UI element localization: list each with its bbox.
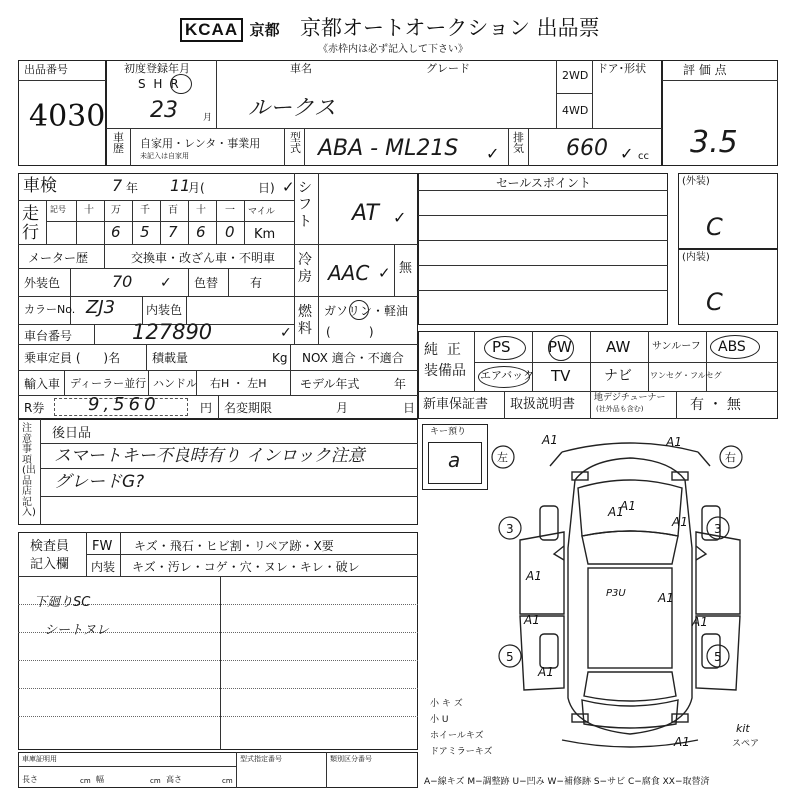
logo [180,18,280,42]
color-label: 外装色 [24,276,61,290]
damage-mark: A1 [672,515,688,529]
fuel-options: ガソリン・軽油 [324,304,409,318]
category-label: 類別区分番号 [330,755,372,763]
equip-navi: ナビ [604,368,632,384]
paint-value: 有 [250,276,263,290]
inspector-note-2: シートヌレ [44,623,110,638]
damage-mark: A1 [658,591,674,605]
designation-label: 型式指定番号 [240,755,282,763]
capacity-label: 乗車定員 ( )名 [24,351,121,365]
shift-value: AT [352,201,379,226]
equip-aw: AW [606,338,631,356]
inspection-check: ✓ [282,178,295,196]
fuel-label: 燃料 [298,304,312,337]
model-year-unit: 年 [394,377,407,391]
load-label: 積載量 [152,351,189,365]
exterior-grade: C [706,213,723,241]
mileage-digit-4: 0 [225,223,235,241]
equip-sunroof: サンルーフ [652,341,701,352]
aircon-check: ✓ [378,264,391,282]
inspection-month-unit: 月( [188,181,205,195]
car-damage-diagram [480,428,790,768]
aircon-none: 無 [399,261,413,276]
handle-label: ハンドル [153,377,197,390]
width-label: 幅 [96,775,104,784]
mileage-digit-2: 7 [168,223,178,241]
cert-label: 車庫証明用 [22,755,57,763]
mileage-digit-0: 6 [111,223,121,241]
chassis-check: ✓ [280,325,292,341]
left-side-label: 左 [497,451,508,464]
length-unit: cm [80,777,91,785]
spare-label: スペア [732,739,760,749]
aircon-label: 冷房 [298,252,312,285]
color-code-value: ZJ3 [86,297,116,318]
equip-pw: PW [548,338,572,356]
equipment-label-1: 純 正 [424,342,461,358]
equip-ps: PS [492,338,511,356]
tire-label-fl: 3 [506,522,514,536]
nox-label: NOX 適合・不適合 [302,351,404,365]
logo-mark: KCAA [180,18,243,42]
shift-label: シフト [298,180,312,230]
car-name-label: 車名 [290,62,312,75]
inspector-label-2: 記入欄 [30,557,70,572]
roof-mark: P3U [606,588,626,599]
mileage-header-1: 十 [84,205,94,216]
tuner-note: (社外品も含む) [596,405,644,413]
car-name-value: ルークス [248,96,336,121]
color-code-label: カラーNo. [24,303,76,316]
inspection-year: 7 [112,176,123,195]
door-label: ドア･形状 [597,62,647,75]
right-side-label: 右 [725,451,736,464]
damage-mark: A1 [526,569,542,583]
color-check: ✓ [160,275,172,291]
sales-point-box [418,173,668,325]
evaluation-score: 3.5 [690,125,738,160]
warranty-label: 新車保証書 [423,397,489,412]
grade-label: グレード [426,62,470,75]
equip-tv: TV [551,367,571,385]
legend-mirror: ドアミラーキズ [430,747,493,757]
transfer-day: 日 [403,401,416,415]
equip-airbag: エアバック [480,369,535,382]
recycle-value: 9,560 [88,394,160,415]
mileage-header-7: マイル [248,207,275,217]
history-label: 車歴 [113,131,124,155]
mileage-header-2: 万 [111,205,121,216]
registration-year: 23 [150,98,178,123]
aircon-value: AAC [328,261,370,285]
drive-4wd: 4WD [562,104,589,117]
inspection-label: 車検 [23,176,57,196]
width-unit: cm [150,777,161,785]
damage-mark: A1 [524,613,540,627]
displacement-label: 排気 [513,131,524,155]
model-value: ABA - ML21S [318,136,459,161]
notes-line-1: スマートキー不良時有り インロック注意 [54,446,365,466]
drive-2wd: 2WD [562,69,589,82]
evaluation-label: 評 価 点 [683,63,727,77]
meter-label: メーター歴 [28,251,89,265]
mileage-header-6: 一 [225,205,235,216]
import-label: 輸入車 [24,377,61,391]
mileage-label: 走行 [22,204,39,243]
color-value: 70 [112,272,133,291]
inspection-month: 11 [170,176,191,195]
mileage-digit-3: 6 [196,223,206,241]
interior-check-label: 内装 [91,560,116,574]
damage-mark: A1 [674,735,690,749]
model-year-label: モデル年式 [300,377,360,391]
recycle-yen: 円 [200,401,213,415]
tire-label-rr: 5 [714,650,722,664]
displacement-check: ✓ [620,144,634,163]
history-note: 未記入は自家用 [140,152,189,160]
height-unit: cm [222,777,233,785]
damage-mark: A1 [542,433,558,447]
damage-mark: A1 [538,665,554,679]
transfer-month: 月 [336,401,349,415]
tire-label-rl: 5 [506,650,514,664]
key-value: a [448,448,461,472]
interior-grade: C [706,288,723,316]
mileage-header-0: 記号 [50,205,66,214]
chassis-value: 127890 [132,320,213,344]
mileage-digit-1: 5 [140,223,150,241]
height-label: 高さ [166,775,182,784]
registration-month-unit: 月 [203,113,213,123]
transfer-label: 名変期限 [224,401,273,415]
damage-mark: A1 [620,499,636,513]
equip-oneseg: ワンセグ・フルセグ [650,371,722,380]
notes-label: 注意事項(出品店記入) [22,423,36,518]
listing-number: 4030 [29,99,106,134]
model-label: 型式 [290,131,301,155]
legend-small-scratch: 小 キ ズ [430,699,463,709]
kit-mark: kit [736,722,750,735]
damage-mark: A1 [692,615,708,629]
page-subtitle: 《赤枠内は必ず記入して下さい》 [318,44,468,55]
interior-color-label: 内装色 [146,303,183,317]
registration-label: 初度登録年月 [124,62,190,75]
import-dealer: ディーラー並行 [70,377,147,390]
notes-line-2: グレードG? [54,472,145,492]
interior-label: (内装) [682,252,710,263]
model-check: ✓ [486,144,500,163]
legend-small-dent: 小 U [430,715,449,725]
fw-label: FW [92,539,113,554]
fw-text: キズ・飛石・ヒビ割・リペア跡・X要 [134,539,334,553]
chassis-label: 車台番号 [24,329,73,343]
mileage-header-3: 千 [140,205,150,216]
recycle-label: R券 [24,401,45,415]
legend-codes: A−線キズ M−調整跡 U−凹み W−補修跡 S−サビ C−腐食 XX−取替済 [424,777,710,787]
equip-abs: ABS [718,339,746,355]
damage-mark: A1 [608,505,624,519]
registration-era: S H R [138,77,181,91]
load-unit: Kg [272,351,288,365]
logo-city: 京都 [249,21,280,39]
inspector-note-1: 下廻りSC [34,595,91,610]
interior-check-text: キズ・汚レ・コゲ・穴・ヌレ・キレ・破レ [132,560,360,574]
listing-label: 出品番号 [24,63,68,76]
handle-options: 右H ・ 左H [210,377,267,390]
mileage-unit: Km [254,227,276,242]
notes-first: 後日品 [52,426,92,441]
tuner-yes-no: 有 ・ 無 [690,397,741,413]
shift-check: ✓ [393,208,407,227]
displacement-unit: cc [638,151,649,162]
exterior-label: (外装) [682,176,710,187]
history-options: 自家用・レンタ・事業用 [140,137,261,150]
inspection-day-unit: 日) [258,181,275,195]
manual-label: 取扱説明書 [510,397,576,412]
legend-wheel: ホイールキズ [430,731,484,741]
key-label: キー預り [430,427,467,437]
mileage-header-4: 百 [168,205,178,216]
tuner-label: 地デジチューナー [594,393,666,403]
paint-label: 色替 [194,276,219,290]
tire-label-fr: 3 [714,522,722,536]
equipment-label-2: 装備品 [424,363,466,379]
length-label: 長さ [22,775,38,784]
page-title: 京都オートオークション 出品票 [300,16,600,40]
mileage-header-5: 十 [196,205,206,216]
sales-point-label: セールスポイント [496,176,591,190]
meter-options: 交換車・改ざん車・不明車 [131,251,276,265]
inspector-label-1: 検査員 [30,539,70,554]
damage-mark: A1 [666,435,682,449]
inspection-year-unit: 年 [126,181,139,195]
fuel-paren: ( ) [326,325,374,339]
displacement-value: 660 [566,136,608,161]
